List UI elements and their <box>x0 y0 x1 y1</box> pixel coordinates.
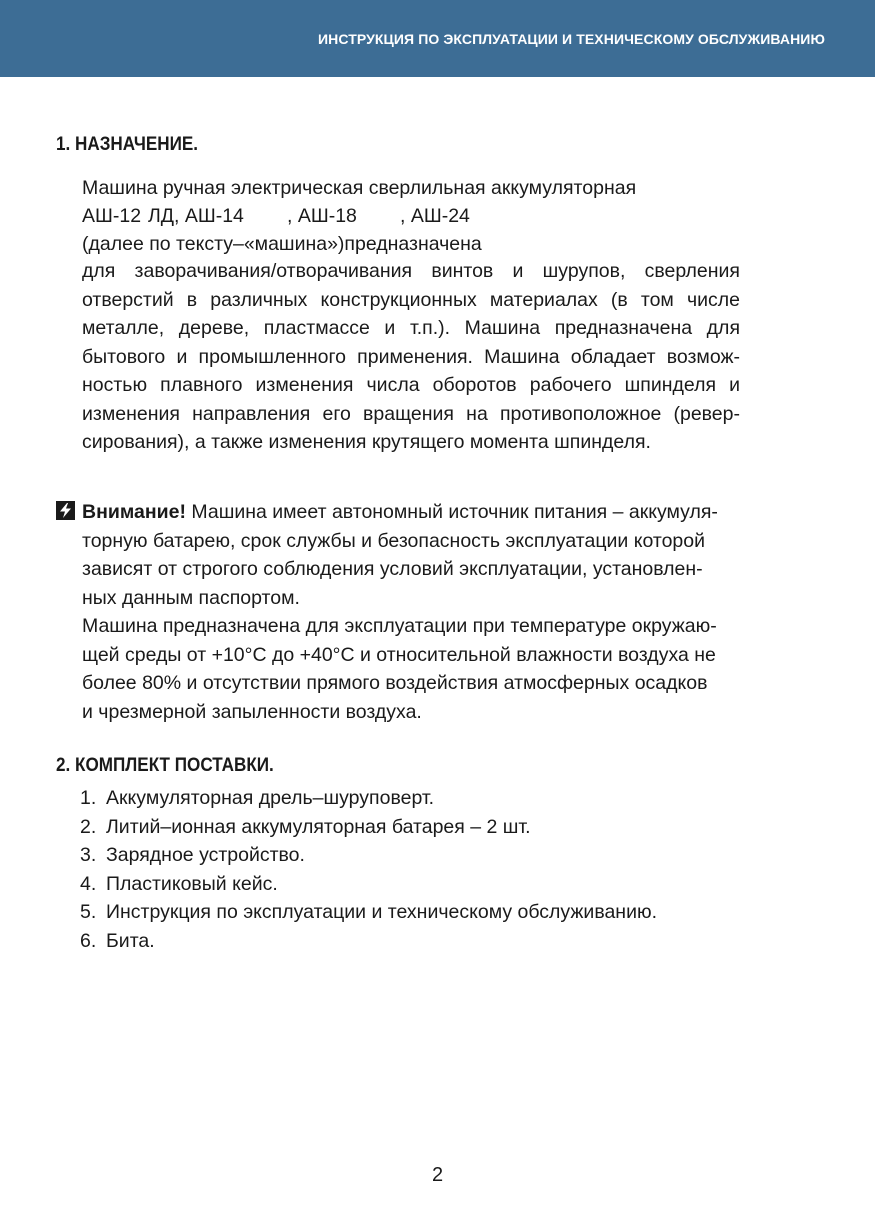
section-2-heading: 2. КОМПЛЕКТ ПОСТАВКИ. <box>56 755 274 776</box>
purpose-line: изменения направления его вращения на противоположное (ревер- <box>82 402 740 425</box>
model-ash-24: , АШ-24 <box>400 205 470 227</box>
list-item <box>80 784 657 813</box>
list-item <box>80 927 657 956</box>
purpose-line: ностью плавного изменения числа оборотов рабочего шпинделя и <box>82 374 740 396</box>
header-title: ИНСТРУКЦИЯ ПО ЭКСПЛУАТАЦИИ И ТЕХНИЧЕСКОМУ ОБСЛУЖИВАНИЮ <box>317 31 825 47</box>
further-line: (далее по тексту–«машина»)предназначена <box>82 233 482 255</box>
list-item-text: Инструкция по эксплуатации и техническому обслуживанию. <box>106 901 658 923</box>
list-item-number: 3. <box>80 844 97 866</box>
warning-first-line-text: Машина имеет автономный источник питания – аккумуля- <box>185 501 718 523</box>
warning-line: более 80% и отсутствии прямого воздействия атмосферных осадков <box>82 672 708 694</box>
list-item-text: Пластиковый кейс. <box>106 872 278 895</box>
list-item-number: 4. <box>80 872 97 895</box>
warning-line: торную батарею, срок службы и безопасность эксплуатации которой <box>82 529 706 552</box>
list-item-number: 5. <box>80 901 97 923</box>
section-1-heading: 1. НАЗНАЧЕНИЕ. <box>56 134 199 155</box>
list-item-number: 1. <box>80 787 97 809</box>
list-item-text: Литий–ионная аккумуляторная батарея – 2 шт. <box>106 815 531 838</box>
warning-first-line <box>82 498 740 527</box>
list-item-number: 2. <box>80 815 97 838</box>
model-ash-18: , АШ-18 <box>287 205 357 227</box>
purpose-paragraph <box>82 257 740 457</box>
list-item <box>80 841 657 870</box>
warning-line: и чрезмерной запыленности воздуха. <box>82 700 422 723</box>
page-number: 2 <box>431 1164 444 1186</box>
purpose-line: для заворачивания/отворачивания винтов и шурупов, сверления <box>82 260 740 282</box>
warning-label: Внимание! <box>82 501 186 523</box>
list-item-text: Аккумуляторная дрель–шуруповерт. <box>106 787 435 809</box>
warning-line: ных данным паспортом. <box>82 586 300 609</box>
intro-line: Машина ручная электрическая сверлильная аккумуляторная <box>82 177 637 199</box>
list-item <box>80 870 657 899</box>
list-item-text: Бита. <box>106 929 155 952</box>
model-ash-12: АШ-12 <box>82 205 142 227</box>
kit-list <box>80 784 657 955</box>
model-ld-ash-14: ЛД, АШ-14 <box>148 205 244 227</box>
list-item-number: 6. <box>80 929 97 952</box>
purpose-line: металле, дереве, пластмассе и т.п.). Машина предназначена для <box>82 317 740 339</box>
purpose-line: сирования), а также изменения крутящего момента шпинделя. <box>82 431 651 453</box>
warning-line: щей среды от +10°С до +40°С и относительной влажности воздуха не <box>82 643 716 666</box>
purpose-line: бытового и промышленного применения. Машина обладает возмож- <box>82 345 740 368</box>
warning-paragraph <box>82 498 740 726</box>
list-item <box>80 898 657 927</box>
warning-line: зависят от строгого соблюдения условий эксплуатации, установлен- <box>82 558 703 580</box>
lightning-warning-icon <box>56 501 75 520</box>
list-item <box>80 813 657 842</box>
warning-line: Машина предназначена для эксплуатации при температуре окружаю- <box>82 615 717 637</box>
purpose-line: отверстий в различных конструкционных материалах (в том числе <box>82 288 740 311</box>
list-item-text: Зарядное устройство. <box>106 844 305 866</box>
header-bar <box>0 0 875 77</box>
